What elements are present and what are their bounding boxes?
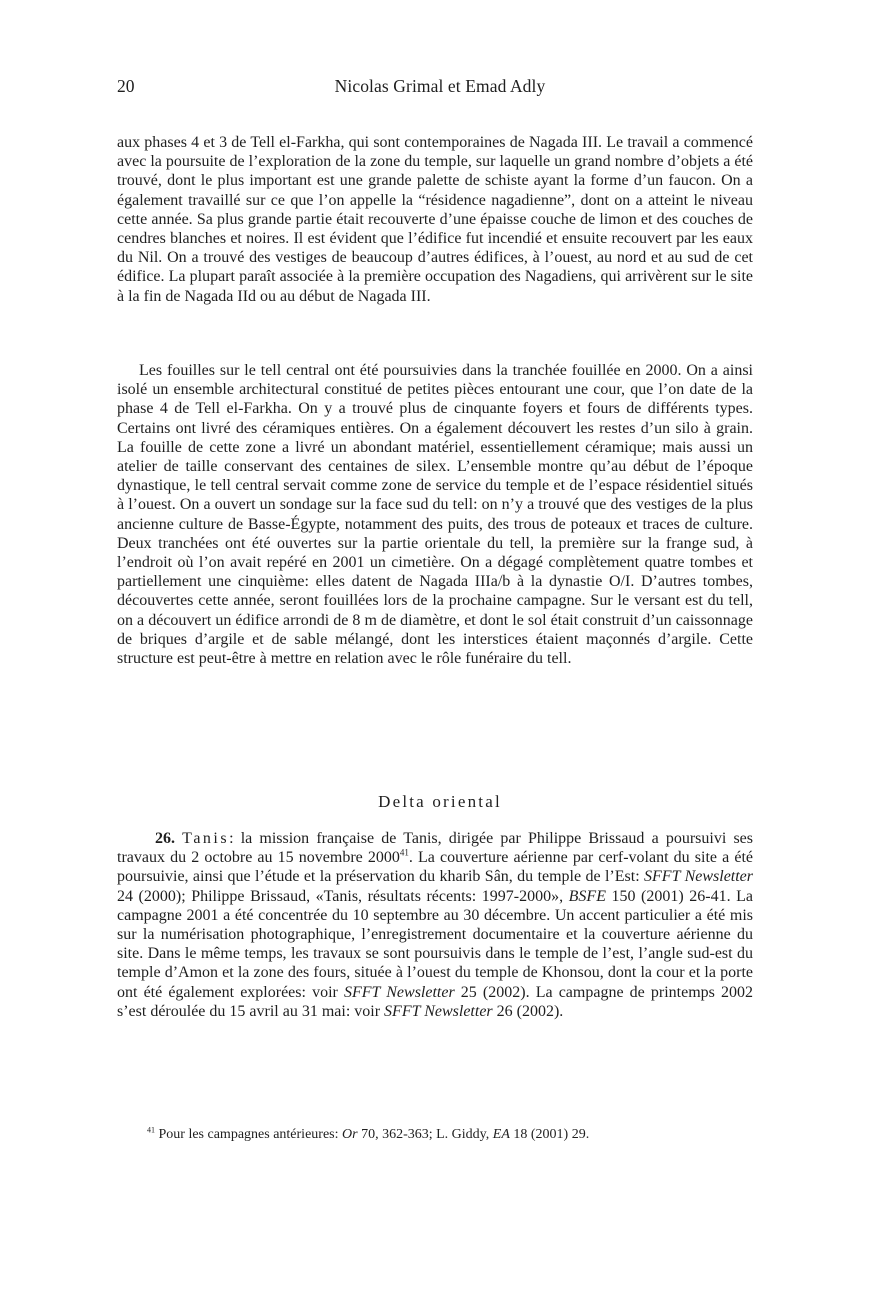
entry-number: 26.: [155, 830, 175, 847]
text-run: 24 (2000); Philippe Brissaud, «Tanis, résultats récents: 1997-2000»,: [117, 887, 569, 905]
paragraph-tanis: [117, 829, 753, 1021]
citation-title: SFFT Newsletter: [384, 1002, 493, 1020]
citation-title: Or: [342, 1127, 358, 1142]
text-run: 26 (2002).: [492, 1002, 564, 1020]
running-title: Nicolas Grimal et Emad Adly: [334, 76, 546, 96]
text-run: Pour les campagnes antérieures:: [155, 1127, 342, 1142]
citation-title: SFFT Newsletter: [343, 983, 455, 1001]
footnote-number: 41: [147, 1125, 155, 1135]
text-run: 70, 362-363; L. Giddy,: [357, 1127, 493, 1142]
footnote: [147, 1126, 767, 1143]
page-number: 20: [117, 76, 135, 96]
paragraph-tell-central: Les fouilles sur le tell central ont été poursuivies dans la tranchée fouillée en 2000. On a ainsi isolé un ensemble architectural constitué de petites pièces entourant une cour, que l’on date de la phase 4 de Tell el-Farkha. On y a trouvé plus de cinquante foyers et fours de différents types. Certains ont livré des céramiques entières. On a également découvert les restes d’un silo à grain. La fouille de cette zone a livré un abondant matériel, essentiellement céramique; mais aussi un atelier de taille conservant des centaines de silex. L’ensemble montre qu’au début de l’époque dynastique, le tell central servait comme zone de service du temple et de l’espace résidentiel situés à l’ouest. On a ouvert un sondage sur la face sud du tell: on n’y a trouvé que des vestiges de la plus ancienne culture de Basse-Égypte, notamment des puits, des trous de poteaux et traces de culture. Deux tranchées ont été ouvertes sur la partie orientale du tell, la première sur la frange sud, à l’endroit où l’on avait repéré en 2001 un cimetière. On a dégagé complètement quatre tombes et partiellement une cinquième: elles datent de Nagada IIIa/b à la dynastie O/I. D’autres tombes, découvertes cette année, seront fouillées lors de la prochaine campagne. Sur le versant est du tell, on a découvert un édifice arrondi de 8 m de diamètre, et dont le sol était construit d’un caissonnage de briques d’argile et de sable mélangé, dont les interstices étaient maçonnés d’argile. Cette structure est peut-être à mettre en relation avec le rôle funéraire du tell.: [117, 362, 753, 668]
citation-title: SFFT Newsletter: [644, 868, 754, 886]
citation-title: EA: [492, 1127, 510, 1142]
text-run: 18 (2001) 29.: [509, 1127, 590, 1142]
text-run: : la mission française de Tanis, dirigée par Philippe Brissaud a poursuivi ses travaux du 2 octobre au 15 novembre 2000: [117, 830, 754, 867]
text-run: . La couverture aérienne par cerf-volant du site a été poursuivie, ainsi que l’étude et la préservation du kharib Sân, du temple de l’Est:: [117, 849, 753, 886]
footnote-reference[interactable]: 41: [399, 847, 409, 858]
place-name: Tanis: [182, 830, 230, 847]
text-run: 25 (2002). La campagne de printemps 2002 s’est déroulée du 15 avril au 31 mai: voir: [117, 983, 754, 1020]
citation-title: BSFE: [568, 887, 606, 905]
text-run: 150 (2001) 26-41. La campagne 2001 a été concentrée du 10 septembre au 30 décembre. Un accent particulier a été mis sur la numérisation photographique, l’enregistrement documentaire et la couverture aérienne du site. Dans le même temps, les travaux se sont poursuivis dans le temple de l’est, l’angle sud-est du temple d’Amon et la zone des fours, située à l’ouest du temple de Khonsou, dont la cour et la porte ont été également explorées: voir: [117, 887, 754, 1001]
page-header: [0, 76, 880, 100]
paragraph-tell-el-farkha-phases: aux phases 4 et 3 de Tell el-Farkha, qui sont contemporaines de Nagada III. Le travail a commencé avec la poursuite de l’exploration de la zone du temple, sur laquelle un grand nombre d’objets a été trouvé, dont le plus important est une grande palette de schiste ayant la forme d’un faucon. On a également travaillé sur ce que l’on appelle la “résidence nagadienne”, dont on a atteint le niveau cette année. Sa plus grande partie était recouverte d’une épaisse couche de limon et des couches de cendres blanches et noires. Il est évident que l’édifice fut incendié et ensuite recouvert par les eaux du Nil. On a trouvé des vestiges de beaucoup d’autres édifices, à l’ouest, au nord et au sud de cet édifice. La plupart paraît associée à la première occupation des Nagadiens, qui arrivèrent sur le site à la fin de Nagada IId ou au début de Nagada III.: [117, 134, 753, 305]
section-heading: Delta oriental: [378, 792, 502, 811]
